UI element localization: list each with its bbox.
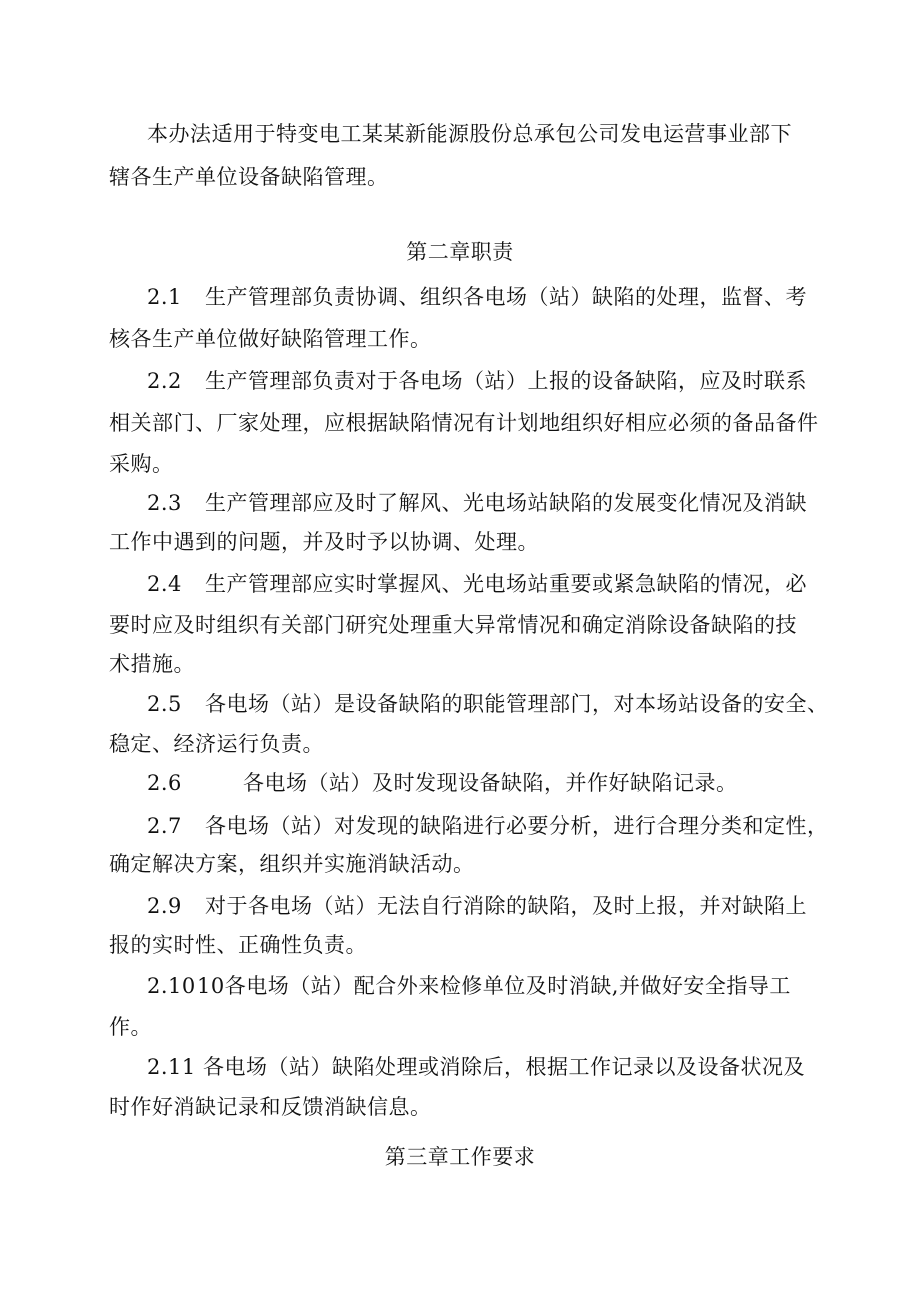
clause-2-1-cont: 核各生产单位做好缺陷管理工作。: [109, 327, 432, 351]
clause-number: 2.1: [147, 285, 182, 309]
clause-2-3: [147, 488, 807, 518]
clause-text: 各电场（站）缺陷处理或消除后，根据工作记录以及设备状况及: [203, 1055, 805, 1079]
clause-number: 2.11: [147, 1055, 196, 1079]
intro-line-1: 本办法适用于特变电工某某新能源股份总承包公司发电运营事业部下: [147, 122, 792, 146]
clause-text: 对于各电场（站）无法自行消除的缺陷，及时上报，并对缺陷上: [205, 894, 807, 918]
clause-number: 2.6: [147, 771, 182, 795]
clause-2-2-cont-2: 采购。: [109, 452, 174, 476]
clause-number: 2.9: [147, 894, 182, 918]
clause-2-1: [147, 282, 807, 312]
clause-text: 各电场（站）及时发现设备缺陷，并作好缺陷记录。: [243, 771, 738, 795]
clause-2-5: [147, 689, 829, 719]
clause-2-6: [147, 768, 738, 798]
clause-number: 2.3: [147, 491, 182, 515]
clause-2-10-cont: 作。: [109, 1015, 152, 1039]
clause-2-9-cont: 报的实时性、正确性负责。: [109, 933, 367, 957]
clause-2-9: [147, 891, 807, 921]
chapter-2-title: 第二章职责: [406, 240, 514, 264]
clause-2-2-cont: 相关部门、厂家处理，应根据缺陷情况有计划地组织好相应必须的备品备件: [109, 411, 819, 435]
clause-text: 生产管理部负责协调、组织各电场（站）缺陷的处理，监督、考: [205, 285, 807, 309]
clause-number: 2.4: [147, 572, 182, 596]
clause-text: 生产管理部应及时了解风、光电场站缺陷的发展变化情况及消缺: [205, 491, 807, 515]
clause-2-7-cont: 确定解决方案，组织并实施消缺活动。: [109, 852, 475, 876]
clause-text: 生产管理部负责对于各电场（站）上报的设备缺陷，应及时联系: [205, 369, 807, 393]
clause-2-2: [147, 366, 807, 396]
clause-2-4: [147, 569, 807, 599]
clause-2-10: [147, 971, 791, 1001]
clause-number: 2.5: [147, 692, 182, 716]
clause-2-11: [147, 1052, 805, 1082]
clause-number: 2.7: [147, 814, 182, 838]
clause-number: 2.2: [147, 369, 182, 393]
chapter-3-title: 第三章工作要求: [384, 1145, 536, 1169]
clause-text: 各电场（站）对发现的缺陷进行必要分析，进行合理分类和定性，: [205, 814, 829, 838]
clause-2-11-cont: 时作好消缺记录和反馈消缺信息。: [109, 1095, 432, 1119]
clause-2-4-cont: 要时应及时组织有关部门研究处理重大异常情况和确定消除设备缺陷的技: [109, 613, 797, 637]
clause-text: 生产管理部应实时掌握风、光电场站重要或紧急缺陷的情况，必: [205, 572, 807, 596]
clause-number: 2.10: [147, 974, 196, 998]
clause-text: 各电场（站）是设备缺陷的职能管理部门，对本场站设备的安全、: [205, 692, 829, 716]
clause-2-5-cont: 稳定、经济运行负责。: [109, 732, 324, 756]
clause-2-3-cont: 工作中遇到的问题，并及时予以协调、处理。: [109, 530, 539, 554]
intro-line-2: 辖各生产单位设备缺陷管理。: [109, 165, 389, 189]
clause-2-7: [147, 811, 829, 841]
clause-text: 10各电场（站）配合外来检修单位及时消缺,并做好安全指导工: [197, 974, 791, 998]
clause-2-4-cont-2: 术措施。: [109, 652, 195, 676]
